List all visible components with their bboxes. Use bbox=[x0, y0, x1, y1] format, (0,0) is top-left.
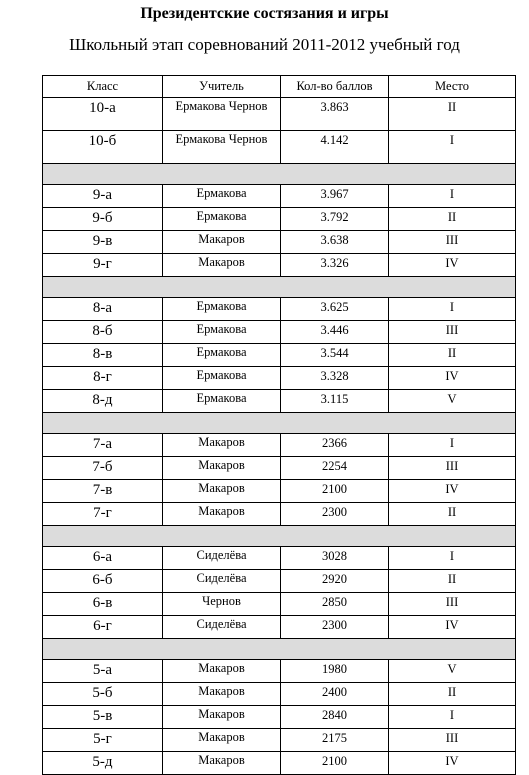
score-cell: 3.328 bbox=[281, 367, 389, 390]
score-cell: 2100 bbox=[281, 752, 389, 775]
score-cell: 3.638 bbox=[281, 231, 389, 254]
teacher-cell: Сиделёва bbox=[163, 570, 281, 593]
class-cell: 9-в bbox=[43, 231, 163, 254]
group-separator-cell bbox=[43, 277, 516, 298]
score-cell: 3.625 bbox=[281, 298, 389, 321]
score-cell: 2850 bbox=[281, 593, 389, 616]
group-separator-row bbox=[43, 277, 516, 298]
score-cell: 3.967 bbox=[281, 185, 389, 208]
score-cell: 3028 bbox=[281, 547, 389, 570]
table-row bbox=[43, 729, 516, 752]
class-cell: 9-а bbox=[43, 185, 163, 208]
group-separator-cell bbox=[43, 164, 516, 185]
class-cell: 8-а bbox=[43, 298, 163, 321]
table-row bbox=[43, 390, 516, 413]
table-row bbox=[43, 344, 516, 367]
teacher-cell: Сиделёва bbox=[163, 547, 281, 570]
score-cell: 2300 bbox=[281, 503, 389, 526]
teacher-cell: Макаров bbox=[163, 503, 281, 526]
teacher-cell: Макаров bbox=[163, 434, 281, 457]
score-cell: 2254 bbox=[281, 457, 389, 480]
place-cell: II bbox=[389, 344, 516, 367]
table-row bbox=[43, 254, 516, 277]
class-cell: 6-а bbox=[43, 547, 163, 570]
score-cell: 3.792 bbox=[281, 208, 389, 231]
class-cell: 7-а bbox=[43, 434, 163, 457]
teacher-cell: Макаров bbox=[163, 231, 281, 254]
page-subtitle: Школьный этап соревнований 2011-2012 учебный год bbox=[69, 35, 460, 54]
teacher-cell: Макаров bbox=[163, 457, 281, 480]
class-cell: 5-а bbox=[43, 660, 163, 683]
teacher-cell: Макаров bbox=[163, 683, 281, 706]
place-cell: III bbox=[389, 593, 516, 616]
class-cell: 8-д bbox=[43, 390, 163, 413]
table-row bbox=[43, 298, 516, 321]
place-cell: III bbox=[389, 457, 516, 480]
table-row bbox=[43, 683, 516, 706]
place-cell: I bbox=[389, 131, 516, 164]
place-cell: IV bbox=[389, 752, 516, 775]
header-row bbox=[43, 76, 516, 98]
class-cell: 5-б bbox=[43, 683, 163, 706]
table-row bbox=[43, 570, 516, 593]
teacher-cell: Макаров bbox=[163, 729, 281, 752]
place-cell: I bbox=[389, 185, 516, 208]
teacher-cell: Сиделёва bbox=[163, 616, 281, 639]
class-cell: 6-б bbox=[43, 570, 163, 593]
table-row bbox=[43, 231, 516, 254]
class-cell: 10-а bbox=[43, 98, 163, 131]
place-cell: I bbox=[389, 298, 516, 321]
table-row bbox=[43, 321, 516, 344]
place-cell: IV bbox=[389, 480, 516, 503]
page-title: Президентские состязания и игры bbox=[140, 5, 389, 22]
table-row bbox=[43, 434, 516, 457]
class-cell: 7-б bbox=[43, 457, 163, 480]
teacher-cell: Макаров bbox=[163, 706, 281, 729]
header-score: Кол-во баллов bbox=[281, 76, 389, 98]
class-cell: 9-б bbox=[43, 208, 163, 231]
class-cell: 6-г bbox=[43, 616, 163, 639]
score-cell: 4.142 bbox=[281, 131, 389, 164]
teacher-cell: Макаров bbox=[163, 660, 281, 683]
table-body bbox=[43, 98, 516, 775]
class-cell: 7-в bbox=[43, 480, 163, 503]
class-cell: 5-д bbox=[43, 752, 163, 775]
group-separator-row bbox=[43, 164, 516, 185]
score-cell: 2920 bbox=[281, 570, 389, 593]
table-row bbox=[43, 457, 516, 480]
score-cell: 2300 bbox=[281, 616, 389, 639]
header-class: Класс bbox=[43, 76, 163, 98]
score-cell: 2400 bbox=[281, 683, 389, 706]
place-cell: IV bbox=[389, 616, 516, 639]
score-cell: 1980 bbox=[281, 660, 389, 683]
group-separator-row bbox=[43, 526, 516, 547]
place-cell: III bbox=[389, 729, 516, 752]
table-row bbox=[43, 480, 516, 503]
header-teacher: Учитель bbox=[163, 76, 281, 98]
table-row bbox=[43, 752, 516, 775]
table-row bbox=[43, 616, 516, 639]
class-cell: 8-г bbox=[43, 367, 163, 390]
place-cell: III bbox=[389, 321, 516, 344]
table-row bbox=[43, 98, 516, 131]
group-separator-cell bbox=[43, 526, 516, 547]
table-row bbox=[43, 185, 516, 208]
teacher-cell: Ермакова bbox=[163, 185, 281, 208]
score-cell: 3.115 bbox=[281, 390, 389, 413]
class-cell: 6-в bbox=[43, 593, 163, 616]
teacher-cell: Ермакова bbox=[163, 390, 281, 413]
place-cell: I bbox=[389, 706, 516, 729]
place-cell: II bbox=[389, 570, 516, 593]
score-cell: 3.544 bbox=[281, 344, 389, 367]
class-cell: 9-г bbox=[43, 254, 163, 277]
score-cell: 3.326 bbox=[281, 254, 389, 277]
score-cell: 2175 bbox=[281, 729, 389, 752]
teacher-cell: Чернов bbox=[163, 593, 281, 616]
group-separator-row bbox=[43, 413, 516, 434]
score-cell: 3.446 bbox=[281, 321, 389, 344]
score-cell: 2366 bbox=[281, 434, 389, 457]
place-cell: IV bbox=[389, 367, 516, 390]
place-cell: I bbox=[389, 434, 516, 457]
teacher-cell: Ермакова bbox=[163, 367, 281, 390]
place-cell: III bbox=[389, 231, 516, 254]
table-row bbox=[43, 593, 516, 616]
header-place: Место bbox=[389, 76, 516, 98]
teacher-cell: Макаров bbox=[163, 480, 281, 503]
group-separator-row bbox=[43, 639, 516, 660]
class-cell: 10-б bbox=[43, 131, 163, 164]
table-row bbox=[43, 503, 516, 526]
teacher-cell: Ермакова bbox=[163, 298, 281, 321]
table-row bbox=[43, 706, 516, 729]
group-separator-cell bbox=[43, 639, 516, 660]
table-row bbox=[43, 547, 516, 570]
table-row bbox=[43, 367, 516, 390]
place-cell: II bbox=[389, 683, 516, 706]
teacher-cell: Ермакова bbox=[163, 208, 281, 231]
table-row bbox=[43, 131, 516, 164]
class-cell: 5-в bbox=[43, 706, 163, 729]
score-cell: 2840 bbox=[281, 706, 389, 729]
teacher-cell: Ермакова bbox=[163, 344, 281, 367]
class-cell: 8-в bbox=[43, 344, 163, 367]
place-cell: IV bbox=[389, 254, 516, 277]
teacher-cell: Макаров bbox=[163, 254, 281, 277]
table-row bbox=[43, 660, 516, 683]
teacher-cell: Ермакова Чернов bbox=[163, 98, 281, 131]
table-header bbox=[43, 76, 516, 98]
score-cell: 2100 bbox=[281, 480, 389, 503]
place-cell: II bbox=[389, 208, 516, 231]
group-separator-cell bbox=[43, 413, 516, 434]
place-cell: V bbox=[389, 660, 516, 683]
table-row bbox=[43, 208, 516, 231]
class-cell: 5-г bbox=[43, 729, 163, 752]
score-cell: 3.863 bbox=[281, 98, 389, 131]
class-cell: 7-г bbox=[43, 503, 163, 526]
teacher-cell: Макаров bbox=[163, 752, 281, 775]
place-cell: II bbox=[389, 503, 516, 526]
teacher-cell: Ермакова Чернов bbox=[163, 131, 281, 164]
class-cell: 8-б bbox=[43, 321, 163, 344]
place-cell: V bbox=[389, 390, 516, 413]
teacher-cell: Ермакова bbox=[163, 321, 281, 344]
place-cell: II bbox=[389, 98, 516, 131]
results-table bbox=[42, 75, 516, 775]
place-cell: I bbox=[389, 547, 516, 570]
